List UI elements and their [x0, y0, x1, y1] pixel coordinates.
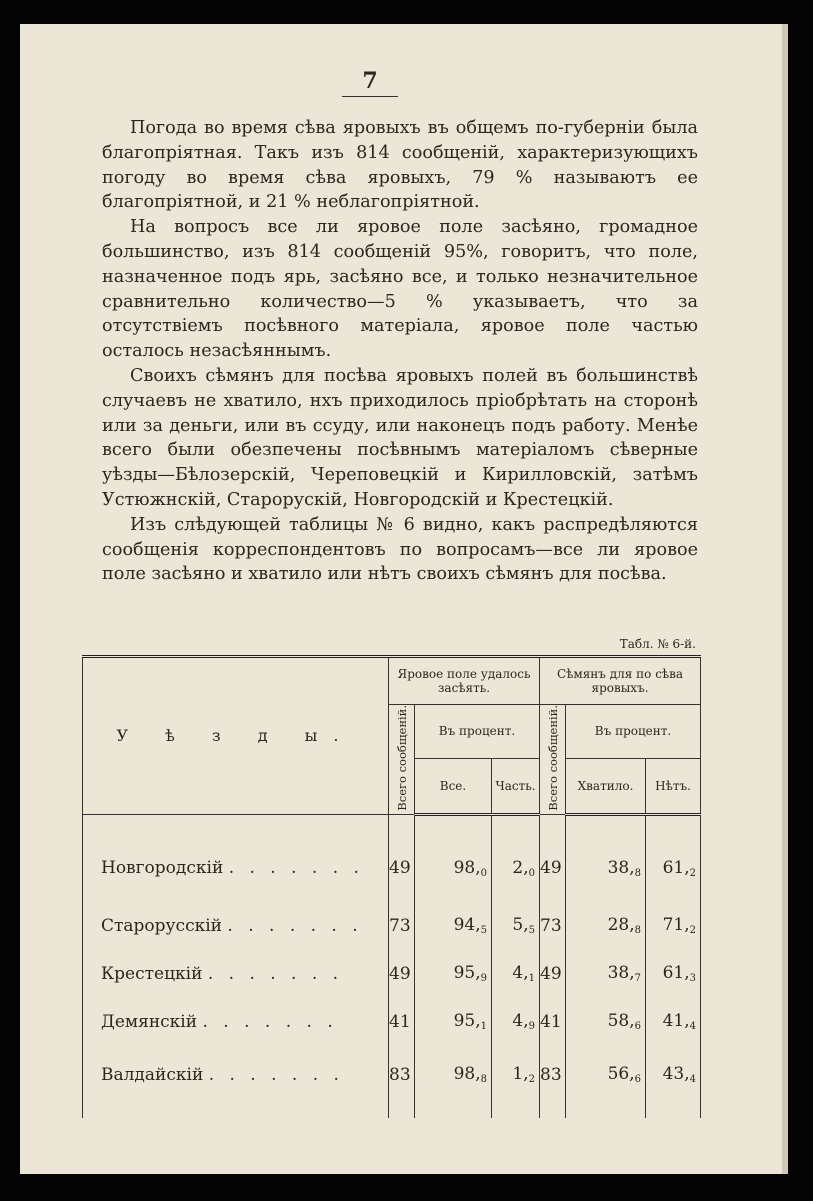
- cell-part: $4,_9$: [492, 998, 540, 1046]
- cell-total-2: 49: [540, 814, 566, 902]
- cell-total-2: 73: [540, 902, 566, 950]
- table-row: Крестецкій . . . . . . . 49 $95,_9$ $4,_1$ 49 $38,_7$ $61,_3$: [83, 950, 701, 998]
- cell-not: $43,_4$: [646, 1046, 701, 1118]
- table-label: Табл. № 6-й.: [619, 637, 696, 651]
- cell-part: $2,_0$: [492, 814, 540, 902]
- uezd-name: Старорусскій: [101, 915, 222, 936]
- paragraph: Изъ слѣдующей таблицы № 6 видно, какъ распредѣляются сообщенія корреспондентовъ по вопросамъ—все ли яровое поле засѣяно и хватило или нѣтъ своихъ сѣмянъ для посѣва.: [102, 514, 698, 585]
- cell-total-2: 83: [540, 1046, 566, 1118]
- col-header-all: Все.: [415, 758, 492, 814]
- cell-not: $41,_4$: [646, 998, 701, 1046]
- data-table: [82, 655, 701, 1118]
- cell-total-2: 49: [540, 950, 566, 998]
- cell-part: $5,_5$: [492, 902, 540, 950]
- uezd-name: Валдайскій: [101, 1064, 204, 1085]
- cell-all: $94,_5$: [415, 902, 492, 950]
- uezd-name: Крестецкій: [101, 963, 203, 984]
- cell-not: $61,_3$: [646, 950, 701, 998]
- paragraph: На вопросъ все ли яровое поле засѣяно, громадное большинство, изъ 814 сообщеній 95%, говоритъ, что поле, назначенное подъ ярь, засѣяно все, и только незначительное сравнительно количество—5 % указываетъ, что за отсутствіемъ посѣвного матеріала, яровое поле частью осталось незасѣяннымъ.: [102, 217, 698, 362]
- page-number: 7: [362, 68, 378, 94]
- cell-enough: $56,_6$: [566, 1046, 646, 1118]
- cell-not: $61,_2$: [646, 814, 701, 902]
- table-row: Демянскій . . . . . . . 41 $95,_1$ $4,_9$ 41 $58,_6$ $41,_4$: [83, 998, 701, 1046]
- cell-part: $4,_1$: [492, 950, 540, 998]
- cell-all: $95,_9$: [415, 950, 492, 998]
- cell-all: $98,_0$: [415, 814, 492, 902]
- col-header-total-1: Всего сообщеній.: [389, 705, 415, 815]
- cell-part: $1,_2$: [492, 1046, 540, 1118]
- cell-total-1: 41: [389, 998, 415, 1046]
- col-header-uezdy: У ѣ з д ы.: [83, 657, 389, 815]
- group-header-seeds: Сѣмянъ для по сѣва яровыхъ.: [540, 657, 701, 705]
- page-edge: [782, 24, 788, 1174]
- cell-enough: $58,_6$: [566, 998, 646, 1046]
- uezd-name: Демянскій: [101, 1011, 198, 1032]
- table-row: Валдайскій . . . . . . . 83 $98,_8$ $1,_2$ 83 $56,_6$ $43,_4$: [83, 1046, 701, 1118]
- col-header-not: Нѣтъ.: [646, 758, 701, 814]
- uezd-name: Новгородскій: [101, 858, 224, 879]
- group-header-sown: Яровое поле удалось засѣять.: [389, 657, 540, 705]
- col-header-enough: Хватило.: [566, 758, 646, 814]
- cell-total-1: 49: [389, 814, 415, 902]
- col-header-part: Часть.: [492, 758, 540, 814]
- cell-all: $95,_1$: [415, 998, 492, 1046]
- cell-not: $71,_2$: [646, 902, 701, 950]
- cell-all: $98,_8$: [415, 1046, 492, 1118]
- page-number-rule: [342, 96, 398, 97]
- cell-total-1: 83: [389, 1046, 415, 1118]
- cell-total-1: 49: [389, 950, 415, 998]
- body-text: [102, 116, 698, 587]
- cell-enough: $38,_7$: [566, 950, 646, 998]
- cell-total-1: 73: [389, 902, 415, 950]
- paragraph: Своихъ сѣмянъ для посѣва яровыхъ полей въ большинствѣ случаевъ не хватило, нхъ приходилось пріобрѣтать на сторонѣ или за деньги, или въ ссуду, или наконецъ подъ работу. Менѣе всего были обезпечены посѣвнымъ матеріаломъ сѣверные уѣзды—Бѣлозерскій, Череповецкій и Кирилловскій, затѣмъ Устюжнскій, Старорускій, Новгородскій и Крестецкій.: [102, 365, 698, 510]
- col-header-percent-2: Въ процент.: [566, 705, 701, 759]
- cell-enough: $38,_8$: [566, 814, 646, 902]
- paragraph: Погода во время сѣва яровыхъ въ общемъ по-губерніи была благопріятная. Такъ изъ 814 сообщеній, характеризующихъ погоду во время сѣва яровыхъ, 79 % называютъ ее благопріятной, и 21 % неблагопріятной.: [102, 118, 698, 213]
- cell-total-2: 41: [540, 998, 566, 1046]
- col-header-percent-1: Въ процент.: [415, 705, 540, 759]
- table-row: Старорусскій . . . . . . . 73 $94,_5$ $5,_5$ 73 $28,_8$ $71,_2$: [83, 902, 701, 950]
- cell-enough: $28,_8$: [566, 902, 646, 950]
- col-header-total-2: Всего сообщеній.: [540, 705, 566, 815]
- table-row: Новгородскій . . . . . . . 49 $98,_0$ $2,_0$ 49 $38,_8$ $61,_2$: [83, 814, 701, 902]
